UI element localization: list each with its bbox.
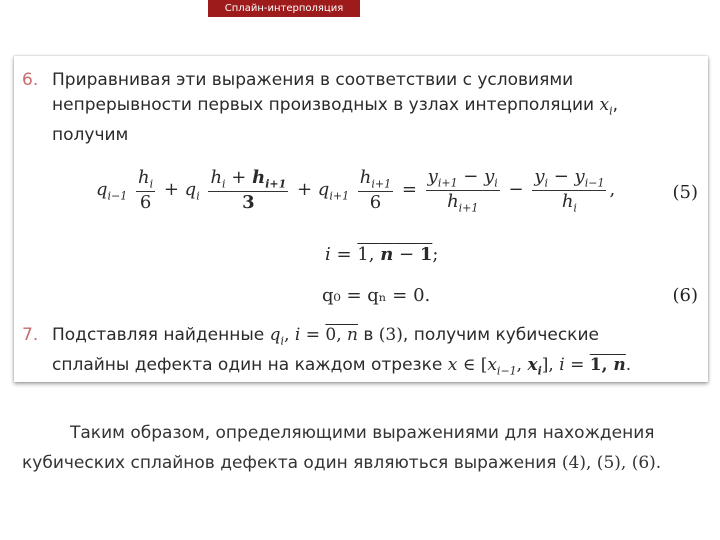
index-range: i = 1, n − 1; <box>325 244 439 265</box>
equation-5-label: (5) <box>672 182 698 203</box>
boundary-condition: q₀ = qₙ = 0. <box>322 285 431 306</box>
equation-6-label: (6) <box>672 285 698 306</box>
conclusion-paragraph: Таким образом, определяющими выражениями для нахождения кубических сплайнов дефекта один являються выражения (4), (5), (6). <box>22 423 662 473</box>
item-6-line3: получим <box>52 125 129 146</box>
item-6-var: $x_i$ <box>599 95 613 118</box>
section-tab: Сплайн-интерполяция <box>208 0 360 17</box>
item-7: 7. Подставляя найденные $q_i$, i = 0, n в (3), получим кубические сплайны дефекта один на каждом отрезке x ∈ [$x_{i-1}$, $x_i$], i = 1, n. <box>22 325 632 378</box>
item-6-line2: непрерывности первых производных в узлах интерполяции <box>52 95 600 115</box>
equation-5: $q_{i-1}$ $\frac{h_i}{6}$ + $q_i$ $\frac{h_i + h_{i+1}}{3}$ + $q_{i+1}$ $\frac{h_{i+1}}{6}$ = $\frac{y_{i+1} - y_i}{h_{i+1}}$ − $\frac{y_i - y_{i-1}}{h_i}$ , <box>96 166 616 215</box>
top-bar <box>0 0 720 18</box>
item-6-line1: Приравнивая эти выражения в соответствии с условиями <box>52 70 574 90</box>
item-6: 6. Приравнивая эти выражения в соответствии с условиями непрерывности первых производных в узлах интерполяции $x_i$, получим <box>22 68 618 148</box>
item-6-number: 6. <box>22 70 39 90</box>
item-7-number: 7. <box>22 325 39 345</box>
